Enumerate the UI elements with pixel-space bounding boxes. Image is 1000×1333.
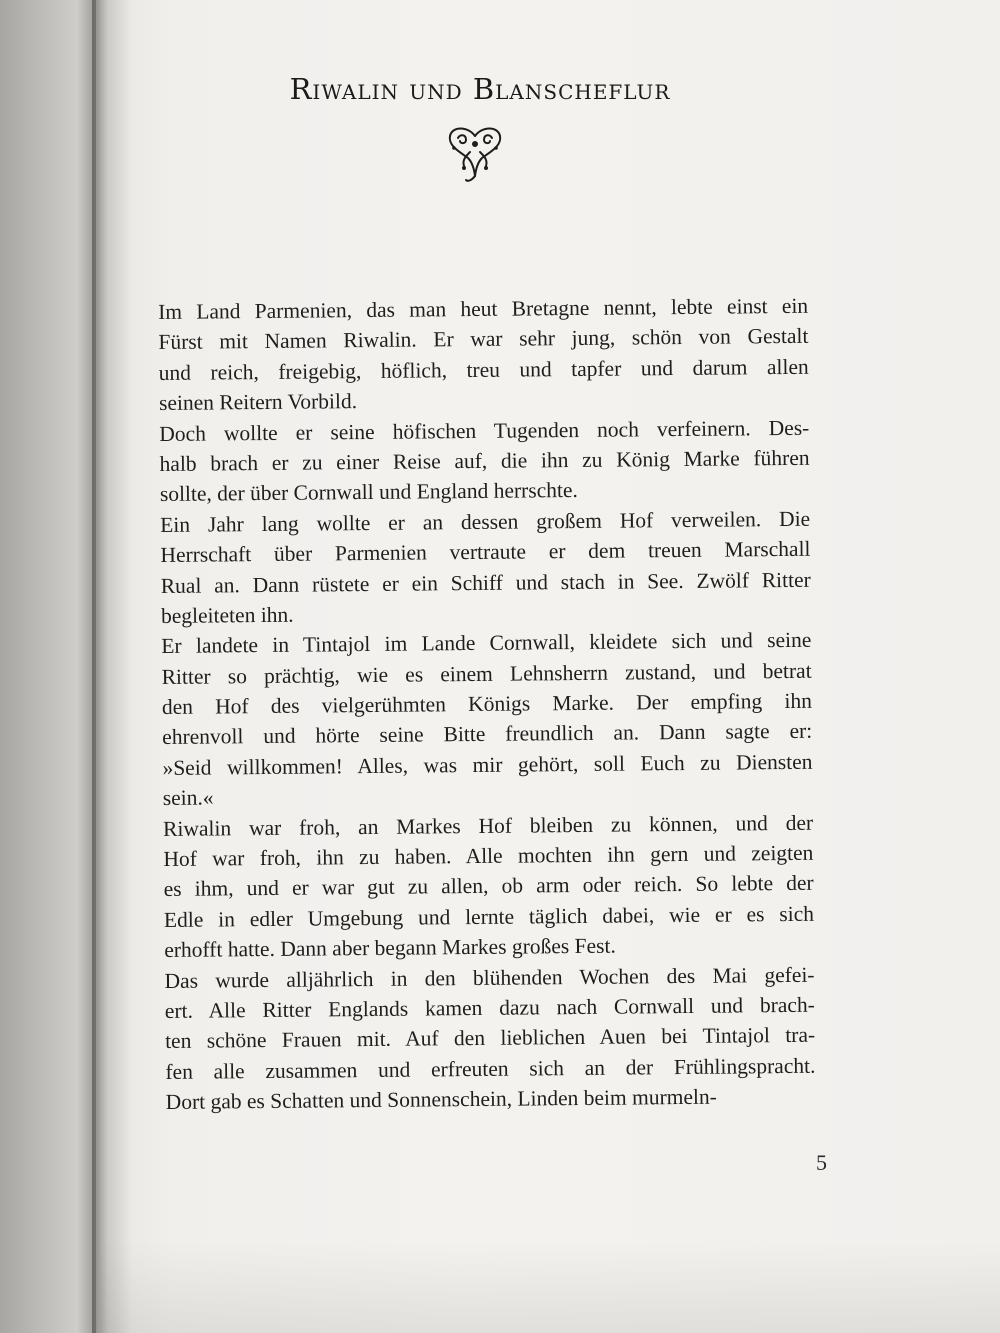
text-line: und reich, freigebig, höflich, treu und tapfer und darum allen bbox=[158, 354, 809, 385]
text-line: Er landete in Tintajol im Lande Cornwall, kleidete sich und seine bbox=[161, 628, 812, 659]
text-line: Rual an. Dann rüstete er ein Schiff und stach in See. Zwölf Ritter bbox=[160, 567, 811, 598]
text-line: sein.« bbox=[162, 785, 214, 811]
chapter-title: Riwalin und Blanscheflur bbox=[289, 72, 671, 106]
text-line: Edle in edler Umgebung und lernte täglich dabei, wie er es sich bbox=[163, 901, 815, 932]
text-line: sollte, der über Cornwall und England herrschte. bbox=[159, 478, 578, 507]
text-line: erhofft hatte. Dann aber begann Markes großes Fest. bbox=[164, 933, 616, 963]
text-line: Hof war froh, ihn zu haben. Alle mochten ihn gern und zeigten bbox=[163, 840, 814, 872]
text-line: den Hof des vielgerühmten Königs Marke. Der empfing ihn bbox=[161, 688, 813, 720]
left-page-edge bbox=[0, 0, 96, 1333]
text-line: Das wurde alljährlich in den blühenden Wochen des Mai gefei- bbox=[164, 962, 815, 993]
text-line: Im Land Parmenien, das man heut Bretagne nennt, lebte einst ein bbox=[158, 293, 809, 324]
text-line: »Seid willkommen! Alles, was mir gehört, soll Euch zu Diensten bbox=[162, 749, 813, 780]
text-line: fen alle zusammen und erfreuten sich an der Frühlingspracht. bbox=[165, 1053, 816, 1084]
text-line: es ihm, und er war gut zu allen, ob arm oder reich. So lebte der bbox=[163, 871, 814, 902]
text-line: seinen Reitern Vorbild. bbox=[158, 389, 358, 416]
text-line: halb brach er zu einer Reise auf, die ihn zu König Marke führen bbox=[159, 445, 810, 476]
text-line: Herrschaft über Parmenien vertraute er dem treuen Marschall bbox=[160, 536, 811, 568]
text-line: Fürst mit Namen Riwalin. Er war sehr jung, schön von Gestalt bbox=[158, 324, 809, 355]
page-number: 5 bbox=[816, 1150, 827, 1175]
body-text bbox=[158, 291, 816, 1118]
text-line: ten schöne Frauen mit. Auf den lieblichen Auen bei Tintajol tra- bbox=[165, 1023, 816, 1054]
text-line: ert. Alle Ritter Englands kamen dazu nach Cornwall und brach- bbox=[164, 992, 815, 1023]
text-line: begleiteten ihn. bbox=[160, 602, 294, 628]
bottom-shade bbox=[100, 1240, 1000, 1333]
text-line: Dort gab es Schatten und Sonnenschein, Linden beim murmeln- bbox=[165, 1084, 717, 1115]
gutter-shadow bbox=[92, 0, 132, 1333]
text-line: Doch wollte er seine höfischen Tugenden noch verfeinern. Des- bbox=[159, 415, 810, 446]
text-line: Riwalin war froh, an Markes Hof bleiben zu können, und der bbox=[162, 810, 814, 841]
floral-vignette-icon bbox=[440, 122, 510, 186]
text-line: Ein Jahr lang wollte er an dessen großem Hof verweilen. Die bbox=[160, 506, 811, 537]
text-line: Ritter so prächtig, wie es einem Lehnsherrn zustand, und betrat bbox=[161, 658, 812, 689]
text-line: ehrenvoll und hörte seine Bitte freundlich an. Dann sagte er: bbox=[162, 719, 813, 750]
